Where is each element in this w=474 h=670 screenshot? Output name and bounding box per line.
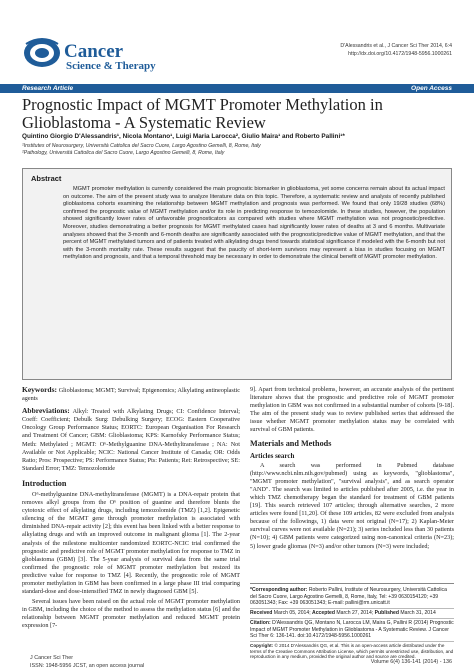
citation-divider (250, 618, 454, 619)
footer-journal: J Cancer Sci Ther (30, 655, 74, 661)
corresponding-author-text: Roberto Pallini, Institute of Neurosurgery, Università Cattolica del Sacro Cuore, Largo Agostino Gemelli, 8, Rome, Italy, Tel: +39 0630154120; +39 063051343; Fax: +39 063051343; E-mail: pallini@rm.unicatt.it (250, 587, 447, 607)
methods-heading: Materials and Methods (250, 438, 332, 448)
journal-name: Cancer (64, 41, 124, 62)
citation-text: D'Alessandris QG, Montano N, Larocca LM, Maira G, Pallini R (2014) Prognostic Impact of MGMT Promoter Methylation in Glioblastoma - A Systematic Review. J Cancer Sci Ther 6: 136-141. doi:10.4172/1948-5956.1000261 (250, 620, 454, 640)
header-citation-text: D'Alessandris et al., J Cancer Sci Ther 2014, 6:4 (340, 43, 452, 49)
accepted-label: Accepted (312, 610, 335, 616)
received-label: Received (250, 610, 273, 616)
article-title: Prognostic Impact of MGMT Promoter Methylation in Glioblastoma - A Systematic Review (22, 95, 383, 132)
footer-issn: ISSN: 1948-5956 JCST, an open access journal (30, 663, 145, 669)
keywords-paragraph (22, 386, 240, 403)
abbreviations-text: Alkyl: Treated with Alkylating Drugs; CI: Confidence Interval; Coeff: Coefficient; Debulk Surg: Debulking Surgery; ECOG: Eastern Cooperative Oncology Group Performance Status; EORTC: European Organisation For Research and Treatment Of Cancer; GBM: Glioblastoma; KPS: Karnofsky Performance Status; Meth: Methylated ; MGMT: O⁶-Methylguanine DNA-Methyltransferase ; NA: Not Available or Not Applicable; NCIC: National Cancer Institute of Canada; OR: Odds Ratio; Pros: Prospective; PS: Performance Status; Pts: Patients; Ret: Retrospective; SE: Standard Error; TMZ: Temozolomide (22, 408, 240, 472)
journal-logo-icon (22, 36, 62, 70)
author-list: Quintino Giorgio D'Alessandris¹, Nicola Montano¹, Luigi Maria Larocca², Giulio Maira¹ and Roberto Pallini¹* (22, 133, 345, 140)
abstract-heading: Abstract (31, 174, 62, 183)
journal-header (0, 0, 474, 84)
affiliation-2: ²Pathology, Università Cattolica del Sacro Cuore, Largo Agostino Gemelli, 8, Rome, Italy (22, 150, 225, 156)
published-label: Published (374, 610, 399, 616)
article-type-label: Research Article (22, 85, 74, 92)
correspondence-divider (250, 583, 454, 584)
copyright-divider (250, 641, 454, 642)
introduction-paragraph-2: Several issues have been raised on the actual role of MGMT promoter methylation in GBM, including the choice of the method to assess the methylation status [6] and the relationship between MGMT promoter methylation and reduced MGMT protein expression [7- (22, 598, 240, 630)
citation-block (250, 620, 454, 640)
abbreviations-label: Abbreviations: (22, 406, 70, 416)
header-doi-link[interactable]: http://dx.doi.org/10.4172/1948-5956.1000261 (348, 51, 452, 57)
right-column (250, 386, 454, 553)
article-type-banner (0, 84, 474, 93)
accepted-date: March 27, 2014; (336, 610, 374, 616)
copyright-label: Copyright: (250, 643, 274, 648)
page-footer (0, 654, 474, 670)
received-divider (250, 608, 454, 609)
abstract-box (22, 168, 452, 380)
abbreviations-paragraph (22, 407, 240, 473)
introduction-heading: Introduction (22, 478, 67, 488)
citation-label: Citation: (250, 620, 271, 626)
keywords-label: Keywords: (22, 385, 57, 394)
introduction-paragraph-1: O⁶-methylguanine DNA-methyltransferase (MGMT) is a DNA-repair protein that removes alkyl groups from the O⁶ position of guanine and therefore blunts the cytotoxic effect of alkylating drugs, including temozolomide (TMZ) [1,2]. Epigenetic silencing of the MGMT gene through promoter methylation is associated with diminished DNA-repair activity [2]; this event has been linked with a better response to alkylating drugs and with an improved outcome in malignant glioma [1]. The 2-year analysis of the milestone multicenter randomized EORTC-NCIC trial confirmed the prognostic and predictive role of MGMT promoter methylation for response to TMZ in glioblastoma (GBM) [3]. The 5-year analysis of survival data from the same trial confirmed the prognostic role of MGMT promoter methylation but resized its predictive value for response to TMZ [4]. Recently, the prognostic role of MGMT promoter methylation in GBM has been confirmed in a large phase III trial comparing standard-dose and dose-intensified TMZ in newly diagnosed GBM [5]. (22, 490, 240, 596)
left-column (22, 386, 240, 633)
footer-journal-info (30, 654, 144, 670)
keywords-text: Glioblastoma; MGMT; Survival; Epigenomics; Alkylating antineoplastic agents (22, 387, 240, 403)
journal-subtitle: Science & Therapy (66, 60, 156, 72)
articles-search-heading: Articles search (250, 451, 295, 460)
copyright-text: © 2014 D'Alessandris QG, et al. This is an open-access article distributed under the terms of the Creative Commons Attribution License, which permits unrestricted use, distribution, and reproduction in any medium, provided the original author and source are credited. (250, 643, 454, 660)
abstract-text: MGMT promoter methylation is currently considered the main prognostic biomarker in glioblastoma, yet some concerns remain about its actual impact on outcome. The aim of the present study was to analyze literature data on this topic. Therefore, a systematic review and analysis of recently published glioblastoma cohorts examining the relationship between MGMT methylation and prognosis was performed. We found that only 19/28 studies (68%) confirmed the prognostic value of MGMT methylation and/or its role in predicting response to temozolomide. In these studies, however, the population showed significantly lower rates of unfavorable prognosticators as compared with studies where MGMT methylation was not prognostic/predictive. Moreover, studies demonstrating a better prognosis for MGMT methylated cases had significantly lower rates of deaths at 3 and 6 months. Multivariate analyses showed that the 3-month and 6-month deaths are significantly associated with the prognostic/predictive value of MGMT methylation, and that the percent of MGMT methylated tumors and of patients treated with alkylating drugs trend towards statistical significance if modeled with the 6-month but not with the 3-month mortality rate. These results suggest that the paucity of short-term survivors may represent a bias in studies focusing on MGMT methylation and prognosis, and that a temporal threshold may be necessary in order to demonstrate the clinical benefit of MGMT promoter methylation. (63, 186, 445, 261)
corresponding-author-label: *Corresponding author: (250, 587, 308, 593)
right-paragraph-1: 9]. Apart from technical problems, however, an accurate analysis of the pertinent literature shows that the prognostic and predictive role of MGMT promoter methylation in GBM was not confirmed in a substantial number of cohorts [9-18]. The aim of the present study was to review published series that addressed the issue whether MGMT promoter methylation status may be correlated with survival of GBM patients. (250, 386, 454, 434)
published-date: March 31, 2014 (400, 610, 436, 616)
footer-volume: Volume 6(4) 136-141 (2014) - 136 (370, 659, 452, 665)
right-paragraph-2: A search was performed in Pubmed database (http://www.ncbi.nlm.nih.gov/pubmed) using as keywords, "glioblastoma", "MGMT promoter methylation", "survival analysis", and as search operator "AND". The search was limited to articles published after 2005, i.e. the year in which TMZ chemotherapy began the standard for treatment of GBM patients [19]. This search retrieved 107 articles; through alternative searches, 2 more articles were found [11,20]. Of these 109 articles, 82 were excluded from analysis because of the followings, 1) data were not original (N=17); 2) Kaplan-Meier survival curves were not available (N=21); 3) series included less than 30 patients (N=10); 4) GBM patients were categorized using non-canonical criteria (N=23); 5) lower grade gliomas (N=3) and/or other tumors (N=3) were included; (250, 461, 454, 550)
received-dates (250, 610, 454, 617)
corresponding-author (250, 587, 454, 607)
header-citation (340, 42, 452, 58)
open-access-label: Open Access (411, 85, 452, 92)
received-date: March 05, 2014; (273, 610, 311, 616)
affiliation-1: ¹Institutes of Neurosurgery, Università Cattolica del Sacro Cuore, Largo Agostino Gemelli, 8, Rome, Italy (22, 143, 261, 149)
